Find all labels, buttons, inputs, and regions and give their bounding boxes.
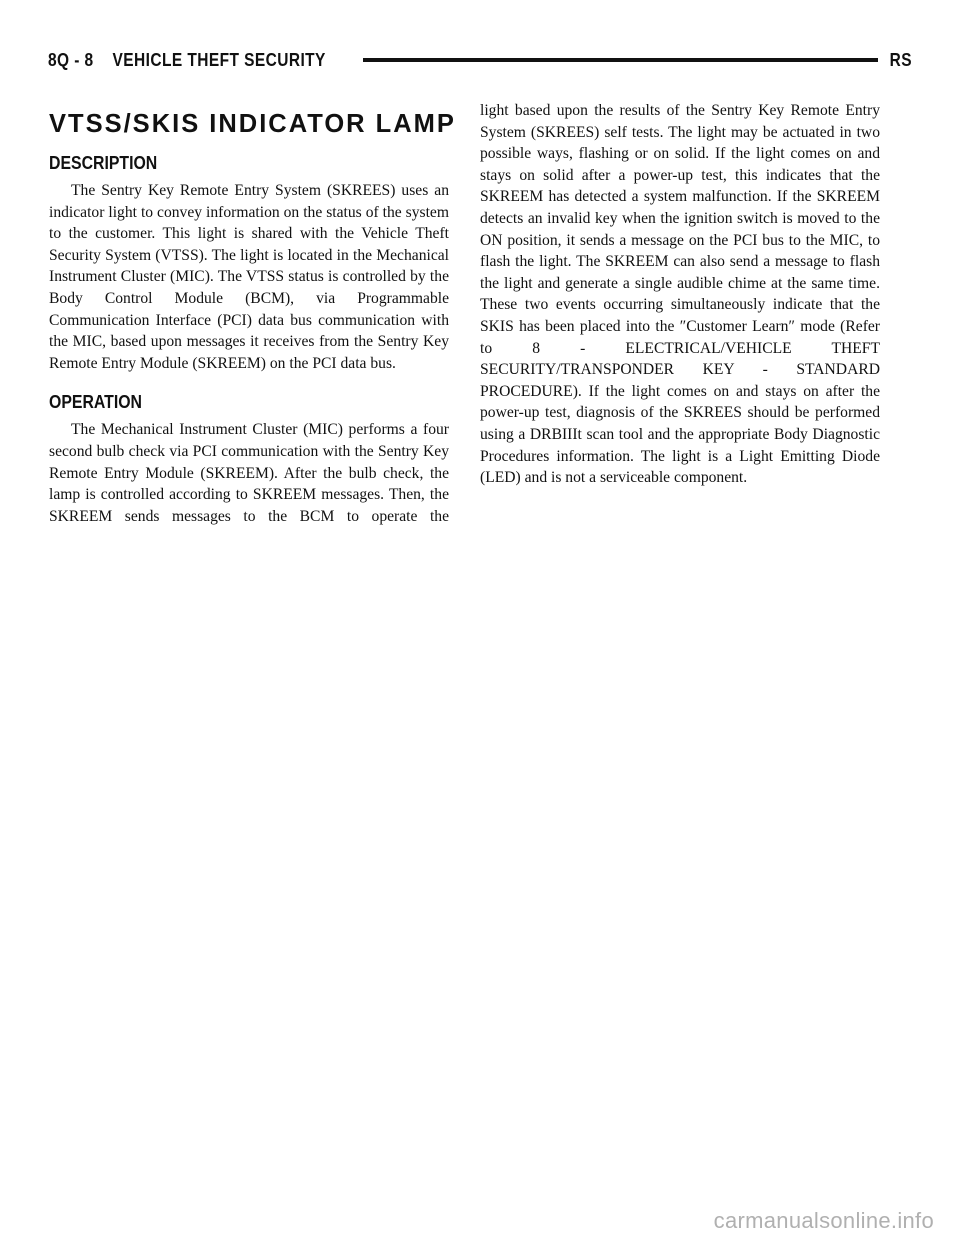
description-heading: DESCRIPTION — [49, 153, 158, 173]
header-manual-code: RS — [889, 49, 912, 70]
operation-heading: OPERATION — [49, 392, 142, 413]
right-column — [480, 100, 880, 489]
header-rule — [363, 58, 878, 62]
operation-paragraph: The Mechanical Instrument Cluster (MIC) performs a four second bulb check via PCI communication with the Sentry Key Remote Entry Module (SKREEM). After the bulb check, the lamp is controlled according to SKREEM messages. Then, the SKREEM sends messages to the BCM to operate the — [49, 421, 449, 525]
page-header — [48, 46, 912, 74]
left-column — [49, 100, 456, 527]
header-section-label: 8Q - 8 VEHICLE THEFT SECURITY — [48, 49, 326, 70]
watermark: carmanualsonline.info — [713, 1208, 934, 1233]
chapter-title: VTSS/SKIS INDICATOR LAMP — [49, 110, 456, 138]
description-paragraph: The Sentry Key Remote Entry System (SKREES) uses an indicator light to convey information on the status of the system to the customer. This light is shared with the Vehicle Theft Security System (VTSS). The light is located in the Mechanical Instrument Cluster (MIC). The VTSS status is controlled by the Body Control Module (BCM), via Programmable Communication Interface (PCI) data bus communication with the MIC, based upon messages it receives from the Sentry Key Remote Entry Module (SKREEM) on the PCI data bus. — [49, 182, 449, 372]
operation-paragraph-continued: light based upon the results of the Sentry Key Remote Entry System (SKREES) self tests. The light may be actuated in two possible ways, flashing or on solid. If the light comes on and stays on solid after a power-up test, this indicates that the SKREEM has detected a system malfunction. If the SKREEM detects an invalid key when the ignition switch is moved to the ON position, it sends a message on the PCI bus to the MIC, to flash the light. The SKREEM can also send a message to flash the light and generate a single audible chime at the same time. These two events occurring simultaneously indicate that the SKIS has been placed into the ″Customer Learn″ mode (Refer to 8 - ELECTRICAL/VEHICLE THEFT SECURITY/TRANSPONDER KEY - STANDARD PROCEDURE). If the light comes on and stays on after the power-up test, diagnosis of the SKREES should be performed using a DRBIIIt scan tool and the appropriate Body Diagnostic Procedures information. The light is a Light Emitting Diode (LED) and is not a serviceable component. — [480, 102, 880, 487]
